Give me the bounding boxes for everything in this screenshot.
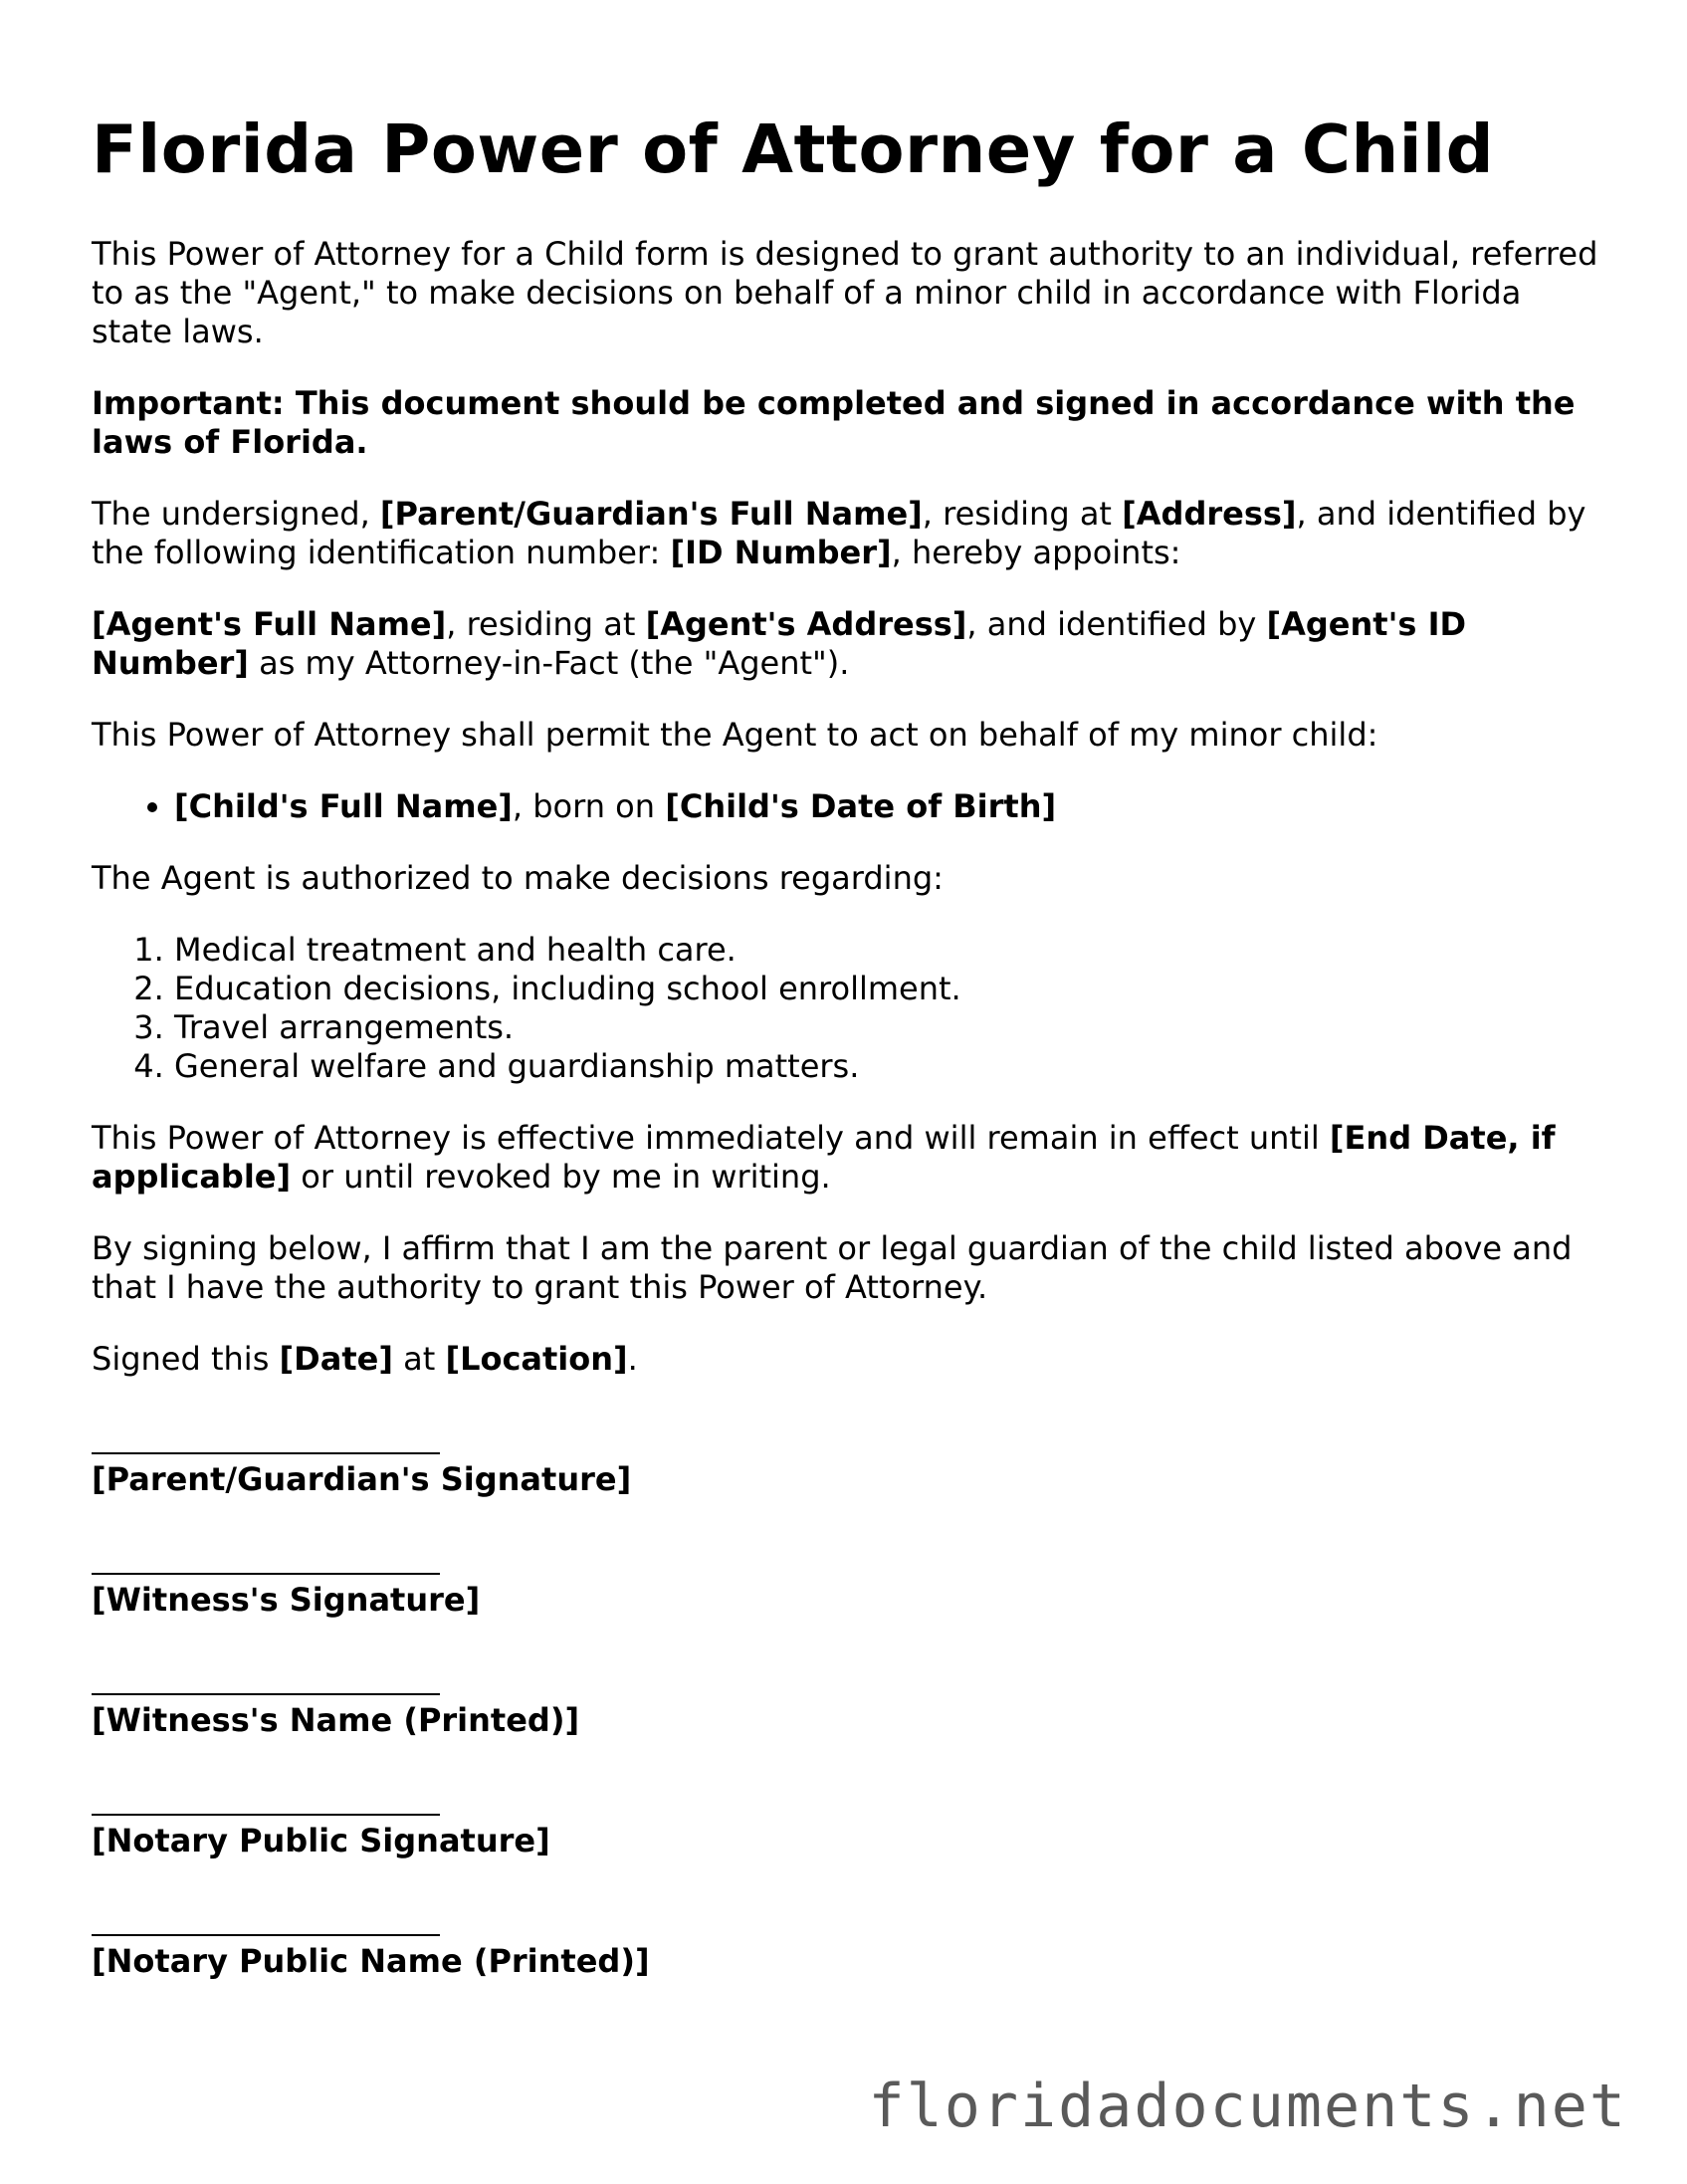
signature-label: [Notary Public Name (Printed)]: [92, 1942, 650, 1980]
child-text: , born on: [512, 787, 666, 825]
decisions-list: [92, 931, 1604, 1086]
site-watermark: floridadocuments.net: [868, 2072, 1627, 2141]
signature-label: [Parent/Guardian's Signature]: [92, 1460, 632, 1498]
permit-paragraph: This Power of Attorney shall permit the Agent to act on behalf of my minor child:: [92, 716, 1378, 754]
agent-text: as my Attorney-in-Fact (the "Agent").: [248, 644, 850, 682]
end-date-placeholder: [End Date, if applicable]: [92, 1119, 1556, 1196]
signature-witness: [92, 1551, 1604, 1620]
agent-text: , residing at: [446, 605, 646, 643]
child-list: [92, 787, 1604, 826]
agent-name-placeholder: [Agent's Full Name]: [92, 605, 447, 643]
signature-label: [Notary Public Signature]: [92, 1822, 550, 1859]
signature-parent: [92, 1430, 1604, 1499]
signed-text: Signed this: [92, 1340, 280, 1378]
important-notice: [92, 384, 1604, 462]
agent-paragraph: [92, 605, 1604, 683]
signature-witness-name: [92, 1671, 1604, 1740]
signature-line: [92, 1792, 440, 1816]
signed-text: at: [392, 1340, 446, 1378]
address-placeholder: [Address]: [1122, 495, 1297, 533]
signature-line: [92, 1912, 440, 1936]
effective-paragraph: [92, 1119, 1604, 1197]
undersigned-text: , residing at: [922, 495, 1123, 533]
signed-text: .: [627, 1340, 638, 1378]
location-placeholder: [Location]: [445, 1340, 628, 1378]
agent-id-placeholder: [Agent's ID Number]: [92, 605, 1467, 682]
undersigned-paragraph: [92, 495, 1604, 572]
authorized-paragraph: The Agent is authorized to make decisions regarding:: [92, 859, 944, 897]
agent-address-placeholder: [Agent's Address]: [645, 605, 967, 643]
agent-text: , and identified by: [966, 605, 1267, 643]
effective-text: This Power of Attorney is effective immediately and will remain in effect until: [92, 1119, 1330, 1157]
signature-line: [92, 1671, 440, 1695]
document-title: Florida Power of Attorney for a Child: [92, 110, 1495, 188]
signature-block: [92, 1430, 1604, 1981]
list-item: [174, 787, 1604, 826]
undersigned-text: , hereby appoints:: [891, 534, 1181, 571]
important-text: Important: This document should be completed and signed in accordance with the laws of Florida.: [92, 384, 1576, 461]
id-number-placeholder: [ID Number]: [670, 534, 892, 571]
parent-name-placeholder: [Parent/Guardian's Full Name]: [379, 495, 923, 533]
undersigned-text: The undersigned,: [92, 495, 380, 533]
signature-line: [92, 1430, 440, 1454]
child-name-placeholder: [Child's Full Name]: [174, 787, 513, 825]
signed-paragraph: [92, 1340, 1604, 1379]
effective-text: or until revoked by me in writing.: [291, 1158, 831, 1196]
list-item: 2. Education decisions, including school enrollment.: [174, 970, 1604, 1008]
list-item: 1. Medical treatment and health care.: [174, 931, 1604, 970]
child-dob-placeholder: [Child's Date of Birth]: [665, 787, 1057, 825]
list-item: 4. General welfare and guardianship matters.: [174, 1047, 1604, 1086]
affirm-paragraph: By signing below, I affirm that I am the parent or legal guardian of the child listed above and that I have the authority to grant this Power of Attorney.: [92, 1229, 1573, 1306]
date-placeholder: [Date]: [279, 1340, 393, 1378]
undersigned-text: , and identified by the following identification number:: [92, 495, 1586, 571]
document-page: [92, 109, 1604, 2033]
signature-notary: [92, 1792, 1604, 1860]
list-item: 3. Travel arrangements.: [174, 1008, 1604, 1047]
intro-paragraph: This Power of Attorney for a Child form is designed to grant authority to an individual, referred to as the "Agent," to make decisions on behalf of a minor child in accordance with Florida state laws.: [92, 235, 1598, 350]
signature-label: [Witness's Name (Printed)]: [92, 1701, 580, 1739]
signature-line: [92, 1551, 440, 1575]
signature-notary-name: [92, 1912, 1604, 1981]
signature-label: [Witness's Signature]: [92, 1581, 481, 1619]
